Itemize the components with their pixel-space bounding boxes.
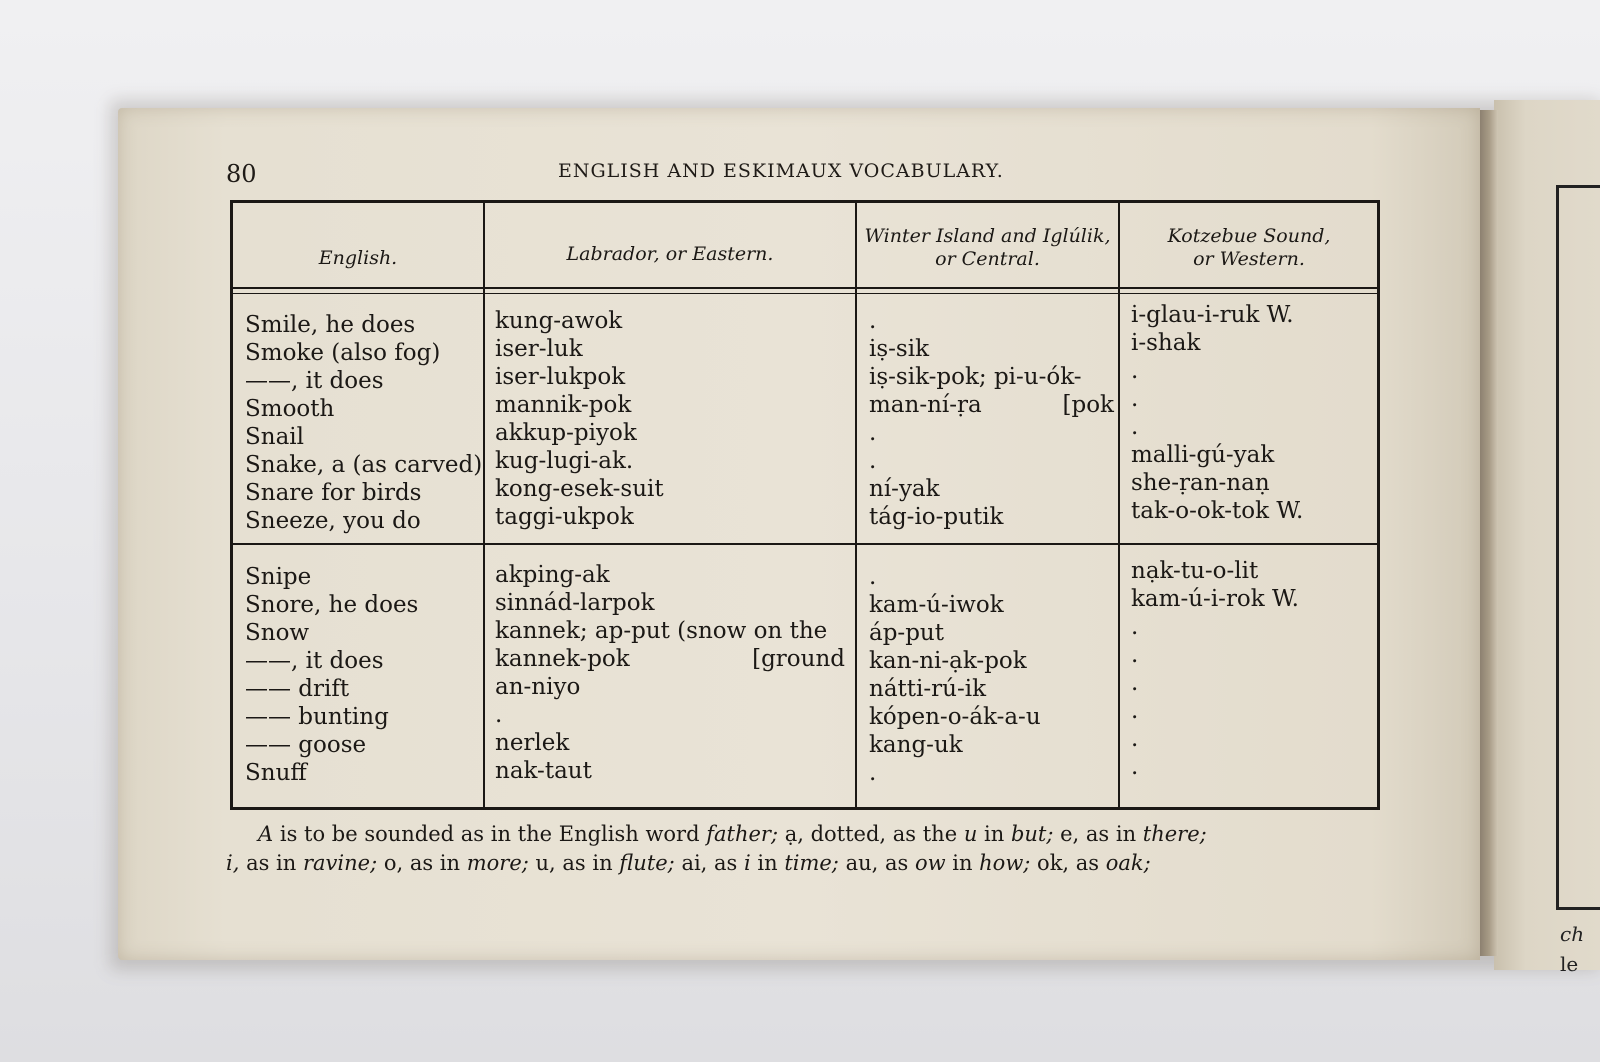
running-head: ENGLISH AND ESKIMAUX VOCABULARY. — [558, 160, 1004, 182]
footnote-segment: u — [963, 822, 978, 846]
labrador-term: mannik-pok — [495, 392, 632, 418]
footnote-segment: as in — [239, 851, 303, 875]
page-number: 80 — [226, 160, 257, 188]
facing-page-rule — [1556, 185, 1559, 910]
footnote-segment: oak; — [1105, 851, 1151, 875]
footnote-segment: ok, as — [1030, 851, 1106, 875]
western-term: . — [1131, 754, 1139, 780]
western-term: malli-gú-yak — [1131, 442, 1275, 468]
facing-page-rule-top — [1556, 185, 1600, 188]
labrador-term-row — [495, 645, 845, 673]
central-term: . — [869, 564, 877, 590]
footnote-segment: how; — [979, 851, 1031, 875]
book-page — [118, 108, 1480, 960]
central-term: . — [869, 308, 877, 334]
labrador-term: kung-awok — [495, 308, 623, 334]
western-column-group1 — [1131, 301, 1303, 525]
western-term: tak-o-ok-tok W. — [1131, 498, 1304, 524]
central-term: tág-io-putik — [869, 504, 1004, 530]
footnote-segment: ravine; — [302, 851, 378, 875]
header-labrador: Labrador, or Eastern. — [566, 243, 774, 265]
central-term: kan-ni-ạk-pok — [869, 648, 1027, 674]
labrador-term: . — [495, 702, 503, 728]
footnote-segment: flute; — [619, 851, 675, 875]
header-western-line2: or Western. — [1193, 248, 1305, 270]
header-western — [1120, 225, 1378, 271]
english-term: Snow — [245, 620, 310, 646]
footnote-segment: more; — [466, 851, 529, 875]
header-central — [857, 225, 1118, 271]
header-central-line1: Winter Island and Iglúlik, — [864, 225, 1111, 247]
english-term: Snuff — [245, 760, 307, 786]
western-term: . — [1131, 386, 1139, 412]
labrador-term: akping-ak — [495, 562, 610, 588]
central-term-row — [869, 391, 1114, 419]
labrador-term: kannek-pok — [495, 646, 630, 672]
central-term: . — [869, 448, 877, 474]
labrador-continuation: [ground — [752, 646, 845, 672]
footnote-segment: au, as — [838, 851, 915, 875]
facing-page-fragment: le — [1560, 952, 1579, 976]
footnote-line-1 — [226, 820, 1376, 849]
footnote-segment: time; — [784, 851, 839, 875]
pronunciation-footnote — [226, 820, 1376, 878]
western-term: she-ṛan-naṇ — [1131, 470, 1270, 496]
central-column-group2 — [869, 563, 1041, 787]
western-term: i-shak — [1131, 330, 1201, 356]
central-term: kam-ú-iwok — [869, 592, 1004, 618]
footnote-segment: i — [744, 851, 751, 875]
footnote-segment: is to be sounded as in the English word — [273, 822, 707, 846]
central-term: kang-uk — [869, 732, 963, 758]
english-term: Snake, a (as carved) — [245, 452, 483, 478]
labrador-term: nak-taut — [495, 758, 592, 784]
western-term: . — [1131, 642, 1139, 668]
facing-page-rule-bottom — [1556, 907, 1600, 910]
labrador-term: iser-luk — [495, 336, 583, 362]
western-term: . — [1131, 614, 1139, 640]
footnote-segment: in — [750, 851, 785, 875]
english-term: —— goose — [245, 732, 367, 758]
western-term: . — [1131, 670, 1139, 696]
vocabulary-table — [230, 200, 1380, 810]
footnote-segment: i, — [226, 851, 240, 875]
group-rule — [233, 543, 1377, 545]
footnote-segment: there; — [1142, 822, 1207, 846]
header-rule — [233, 287, 1377, 294]
footnote-segment: but; — [1010, 822, 1054, 846]
english-term: ——, it does — [245, 368, 384, 394]
english-term: Smoke (also fog) — [245, 340, 441, 366]
footnote-segment: A — [258, 822, 274, 846]
footnote-line-2 — [226, 849, 1376, 878]
header-central-line2: or Central. — [935, 248, 1040, 270]
western-term: . — [1131, 358, 1139, 384]
english-term: Smile, he does — [245, 312, 416, 338]
footnote-segment: o, as in — [377, 851, 467, 875]
facing-page-fragment: ch — [1560, 922, 1585, 946]
central-term: iṣ-sik-pok; pi-u-ók- — [869, 364, 1082, 390]
labrador-column-group1 — [495, 307, 664, 531]
english-term: —— bunting — [245, 704, 389, 730]
western-term: nạk-tu-o-lit — [1131, 558, 1259, 584]
header-english: English. — [318, 247, 398, 269]
western-term: . — [1131, 698, 1139, 724]
labrador-term: an-niyo — [495, 674, 581, 700]
central-term: . — [869, 420, 877, 446]
english-term: Sneeze, you do — [245, 508, 421, 534]
labrador-term: kong-esek-suit — [495, 476, 664, 502]
footnote-segment: father; — [706, 822, 779, 846]
english-term: —— drift — [245, 676, 350, 702]
english-term: Snipe — [245, 564, 312, 590]
central-term: . — [869, 760, 877, 786]
footnote-segment: in — [977, 822, 1011, 846]
central-term: nátti-rú-ik — [869, 676, 987, 702]
facing-page — [1494, 100, 1600, 976]
labrador-term: iser-lukpok — [495, 364, 626, 390]
footnote-segment: e, as in — [1053, 822, 1143, 846]
central-term: ní-yak — [869, 476, 940, 502]
labrador-term: akkup-piyok — [495, 420, 637, 446]
central-term: kópen-o-ák-a-u — [869, 704, 1041, 730]
english-column-group2 — [245, 563, 418, 787]
footnote-segment: ạ, dotted, as the — [778, 822, 964, 846]
english-term: Smooth — [245, 396, 335, 422]
english-term: ——, it does — [245, 648, 384, 674]
english-term: Snail — [245, 424, 304, 450]
western-term: . — [1131, 414, 1139, 440]
footnote-segment: in — [945, 851, 980, 875]
central-column-group1 — [869, 307, 1114, 531]
central-continuation: [pok — [1062, 392, 1114, 418]
english-column-group1 — [245, 311, 482, 535]
english-term: Snore, he does — [245, 592, 419, 618]
labrador-term: sinnád-larpok — [495, 590, 655, 616]
central-term: man-ní-ṛa — [869, 392, 982, 418]
western-term: . — [1131, 726, 1139, 752]
english-term: Snare for birds — [245, 480, 422, 506]
labrador-term: taggi-ukpok — [495, 504, 634, 530]
western-term: kam-ú-i-rok W. — [1131, 586, 1299, 612]
western-term: i-glau-i-ruk W. — [1131, 302, 1294, 328]
labrador-column-group2 — [495, 561, 845, 785]
header-western-line1: Kotzebue Sound, — [1167, 225, 1331, 247]
footnote-segment: ai, as — [674, 851, 744, 875]
western-column-group2 — [1131, 557, 1299, 781]
footnote-segment: u, as in — [528, 851, 620, 875]
labrador-term: nerlek — [495, 730, 570, 756]
labrador-term: kug-lugi-ak. — [495, 448, 634, 474]
central-term: áp-put — [869, 620, 944, 646]
labrador-term: kannek; ap-put (snow on the — [495, 618, 828, 644]
footnote-segment: ow — [914, 851, 946, 875]
central-term: iṣ-sik — [869, 336, 930, 362]
